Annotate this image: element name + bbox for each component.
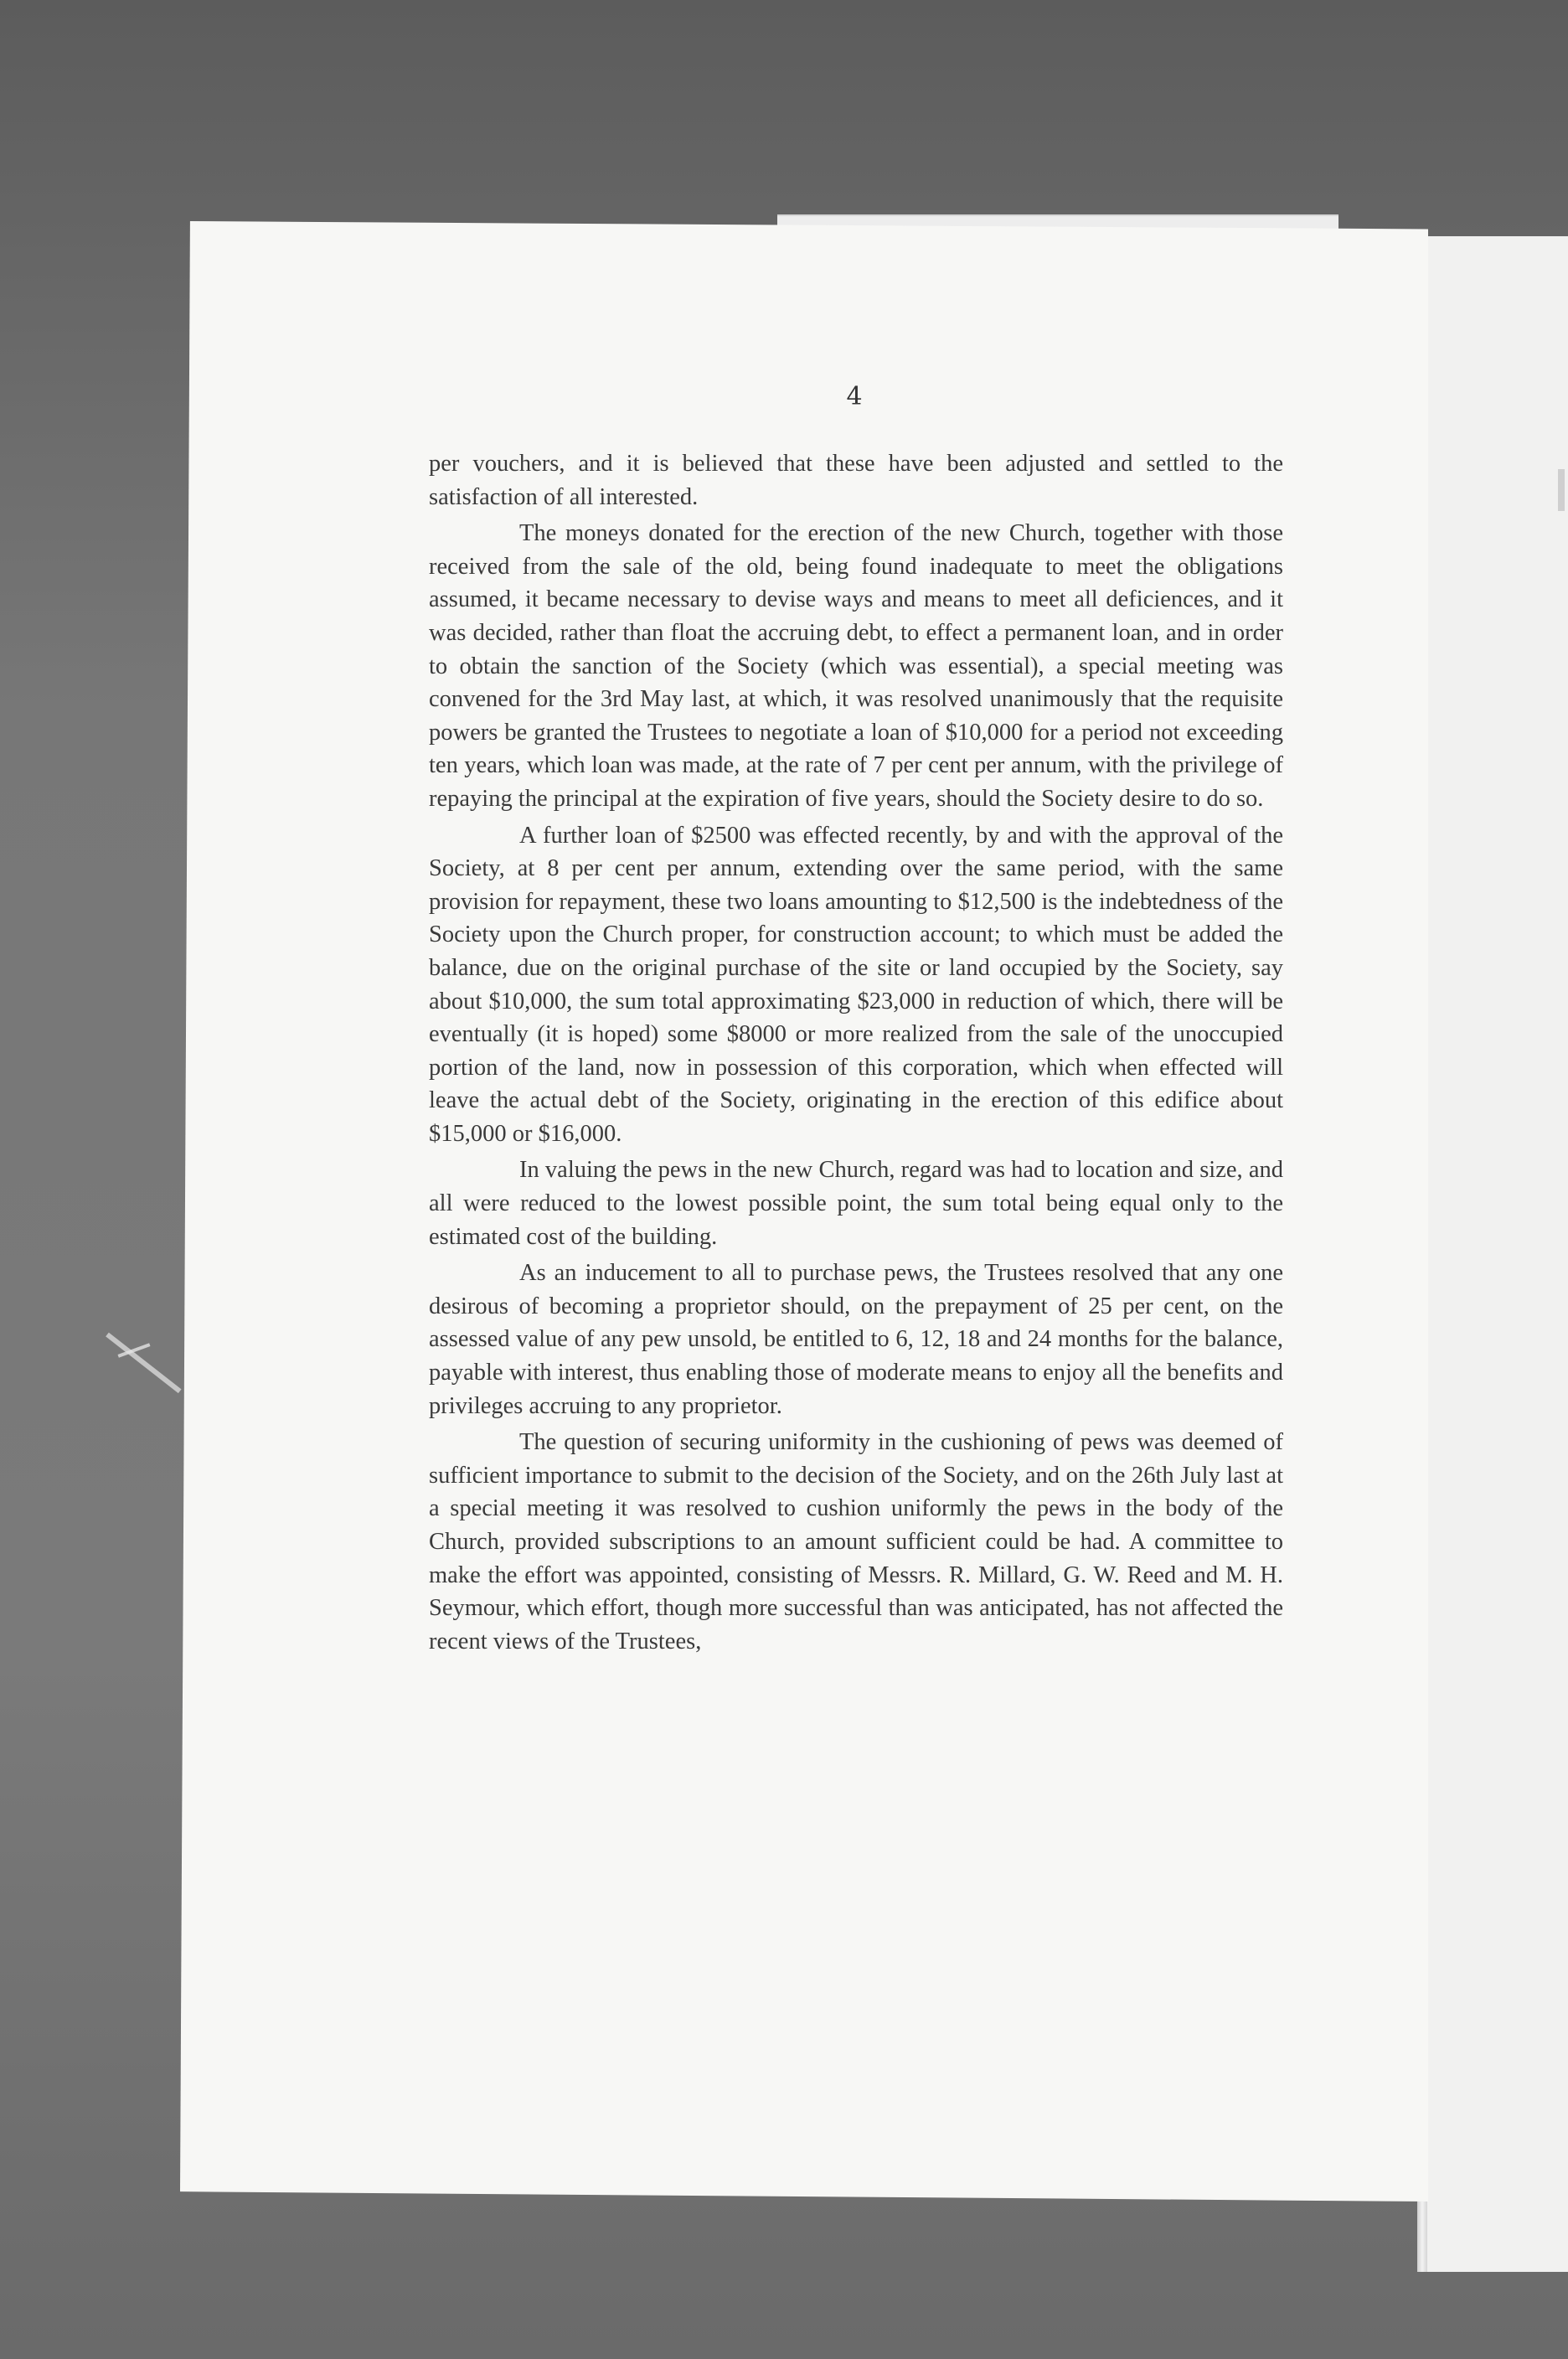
paragraph: The moneys donated for the erection of the new Church, together with those received from the sale of the old, being found inadequate to meet the obligations assumed, it became necessary to devise ways and means to meet all deficiences, and it was decided, rather than float the accruing debt, to effect a permanent loan, and in order to obtain the sanction of the Society (which was essential), a special meeting was convened for the 3rd May last, at which, it was resolved unanimously that the requisite powers be granted the Trustees to negotiate a loan of $10,000 for a period not exceeding ten years, which loan was made, at the rate of 7 per cent per annum, with the privilege of repaying the principal at the expiration of five years, should the Society desire to do so. (429, 520, 1283, 812)
paragraph: As an inducement to all to purchase pews, the Trustees resolved that any one desirous of becoming a proprietor should, on the prepayment of 25 per cent, on the assessed value of any pew unsold, be entitled to 6, 12, 18 and 24 months for the balance, payable with interest, thus enabling those of moderate means to enjoy all the benefits and privileges accruing to any proprietor. (429, 1260, 1283, 1419)
page-number: 4 (846, 382, 863, 411)
paragraph: The question of securing uniformity in the cushioning of pews was deemed of sufficient importance to submit to the decision of the Society, and on the 26th July last at a special meeting it was resolved to cushion uniformly the pews in the body of the Church, provided subscriptions to an amount sufficient could be had. A committee to make the effort was appointed, consisting of Messrs. R. Millard, G. W. Reed and M. H. Seymour, which effort, though more successful than was anticipated, has not affected the recent views of the Trustees, (429, 1429, 1283, 1654)
body-text (429, 447, 1283, 1661)
paragraph: A further loan of $2500 was effected recently, by and with the approval of the Society, at 8 per cent per annum, extending over the same period, with the same provision for repayment, these two loans amounting to $12,500 is the indebtedness of the Society upon the Church proper, for construction account; to which must be added the balance, due on the original purchase of the site or land occupied by the Society, say about $10,000, the sum total approximating $23,000 in reduction of which, there will be eventually (it is hoped) some $8000 or more realized from the sale of the unoccupied portion of the land, now in possession of this corporation, which when effected will leave the actual debt of the Society, originating in the erection of this edifice about $15,000 or $16,000. (429, 822, 1283, 1147)
facing-page-edge (1424, 236, 1568, 2272)
paragraph: In valuing the pews in the new Church, regard was had to location and size, and all were reduced to the lowest possible point, the sum total being equal only to the estimated cost of the building. (429, 1157, 1283, 1250)
facing-page-mark (1558, 469, 1565, 511)
paragraph: per vouchers, and it is believed that these have been adjusted and settled to the satisfaction of all interested. (429, 451, 1283, 510)
